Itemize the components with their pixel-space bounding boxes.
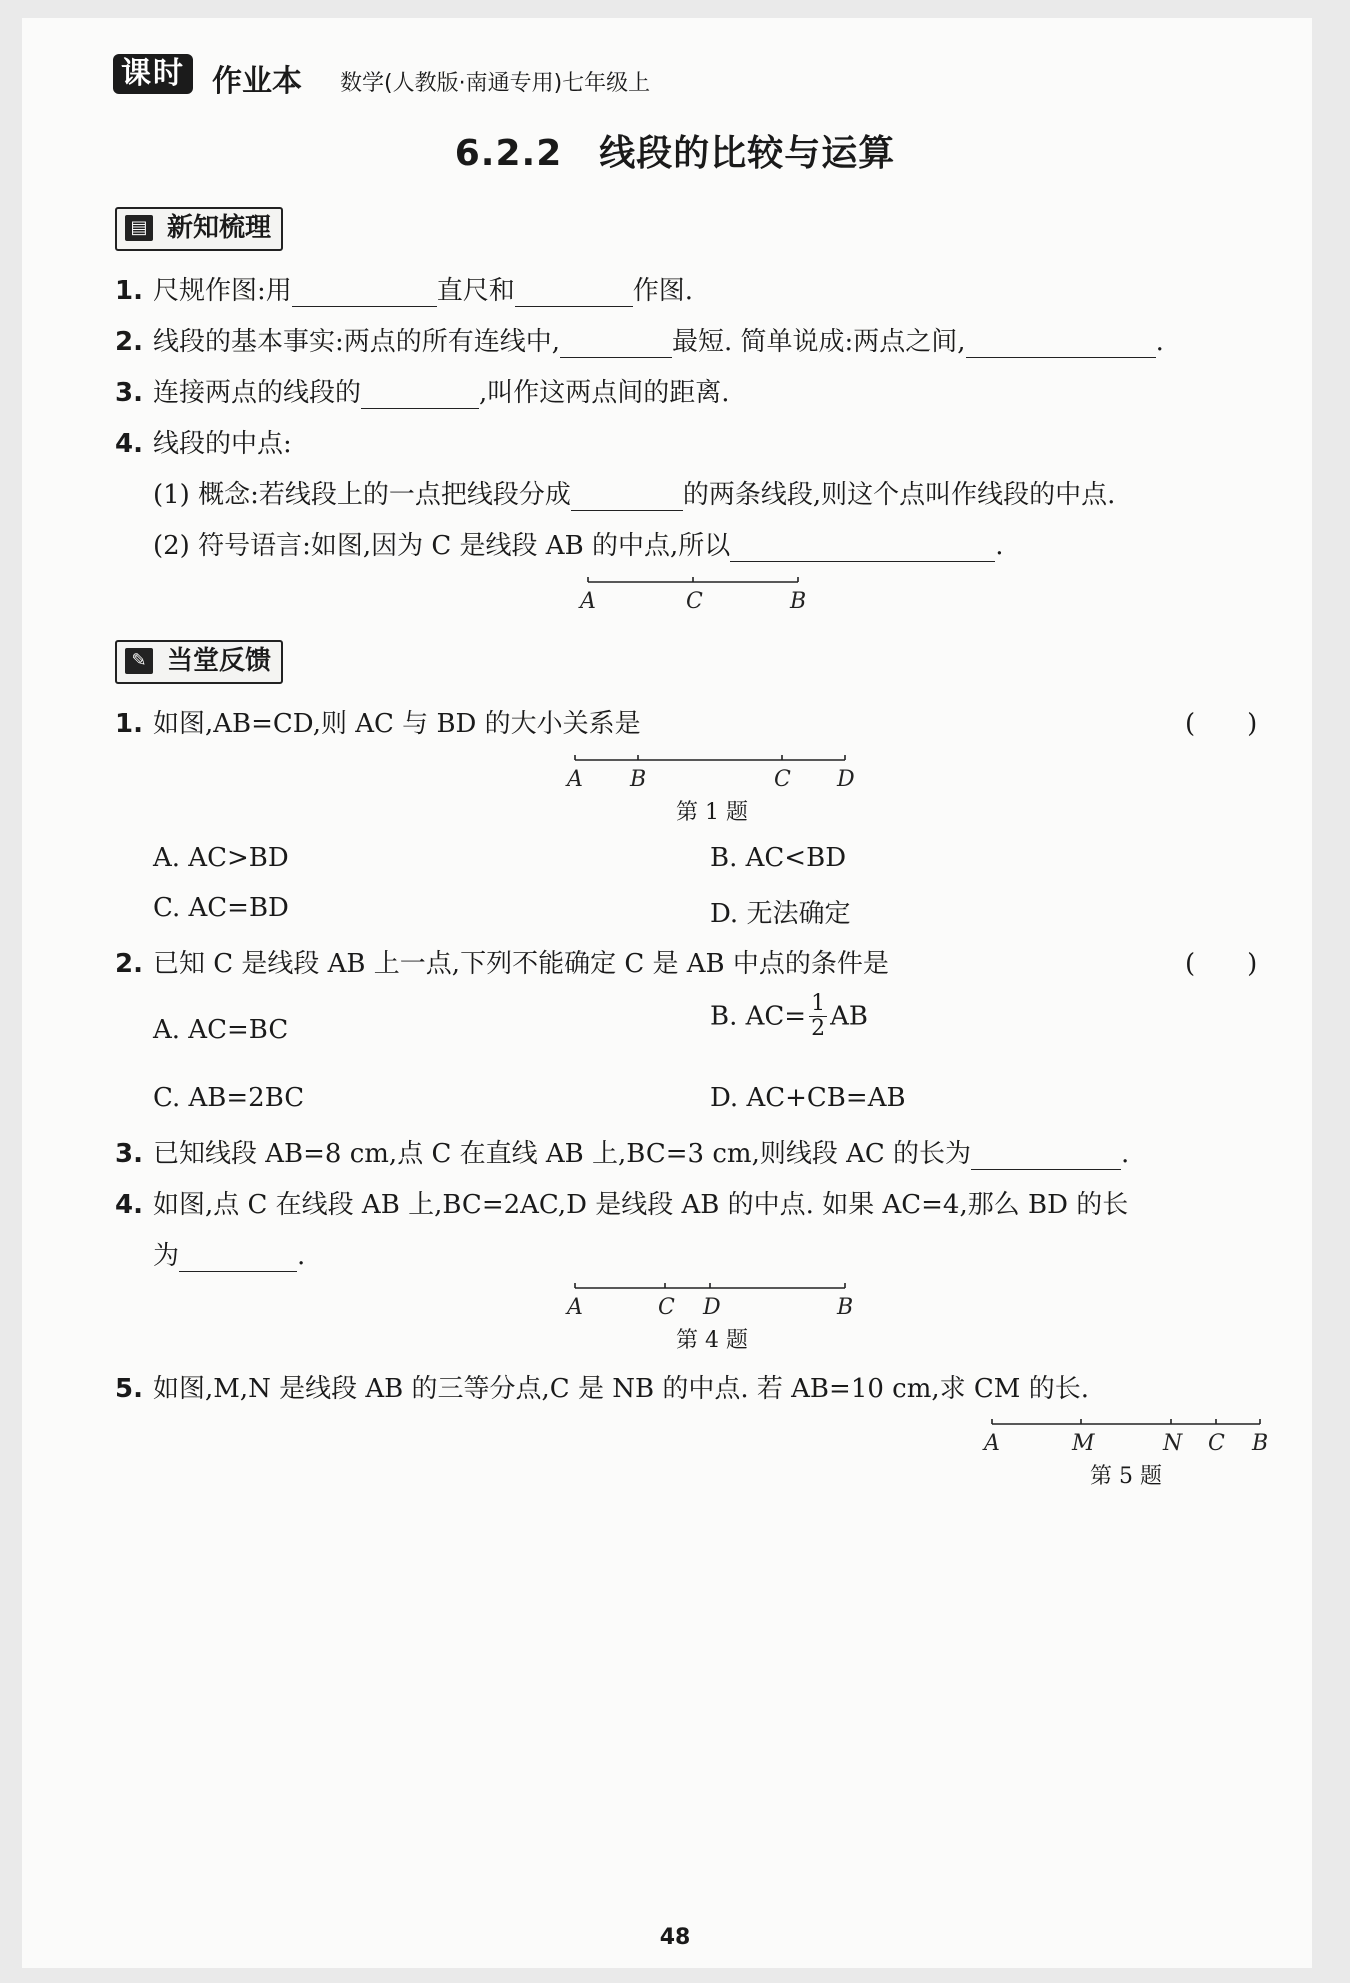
- point-label: A: [567, 1295, 583, 1320]
- question-3: [115, 1133, 1129, 1170]
- item-text: 线段的中点:: [152, 429, 292, 459]
- item-text: 的两条线段,则这个点叫作线段的中点.: [682, 480, 1116, 510]
- item-text: 连接两点的线段的: [152, 378, 361, 408]
- point-label: D: [837, 767, 855, 792]
- answer-blank[interactable]: [966, 331, 1156, 358]
- question-2: [115, 943, 889, 980]
- answer-blank[interactable]: [515, 280, 633, 307]
- option-d[interactable]: D. AC+CB=AB: [710, 1083, 906, 1113]
- figure-caption: 第 5 题: [1090, 1464, 1162, 1489]
- knowledge-item-4: [115, 423, 292, 460]
- point-label: B: [837, 1295, 854, 1320]
- point-label: B: [790, 589, 807, 614]
- answer-blank[interactable]: [730, 535, 995, 562]
- option-d[interactable]: D. 无法确定: [710, 899, 851, 929]
- point-label: A: [984, 1431, 1000, 1456]
- option-b[interactable]: B. AC<BD: [710, 843, 847, 873]
- point-label: B: [1252, 1431, 1269, 1456]
- question-number: 2.: [115, 949, 143, 979]
- fraction-numerator: 1: [811, 991, 826, 1016]
- question-5: [115, 1368, 1089, 1405]
- question-text: 已知线段 AB=8 cm,点 C 在直线 AB 上,BC=3 cm,则线段 AC 的长为: [152, 1139, 972, 1169]
- item-text: (2) 符号语言:如图,因为 C 是线段 AB 的中点,所以: [153, 531, 731, 561]
- section-header-feedback: [115, 640, 283, 684]
- knowledge-item-1: [115, 270, 693, 307]
- option-b[interactable]: [710, 992, 868, 1041]
- point-label: A: [580, 589, 596, 614]
- knowledge-item-3: [115, 372, 730, 409]
- question-text: 如图,M,N 是线段 AB 的三等分点,C 是 NB 的中点. 若 AB=10 cm,求 CM 的长.: [152, 1374, 1089, 1404]
- fraction-denominator: 2: [811, 1016, 826, 1041]
- question-4: [115, 1184, 1128, 1221]
- option-a[interactable]: A. AC=BC: [153, 1015, 289, 1045]
- book-name: 作业本: [212, 64, 302, 99]
- knowledge-item-4-2: [153, 525, 1003, 562]
- point-label: N: [1163, 1431, 1183, 1456]
- item-text: (1) 概念:若线段上的一点把线段分成: [153, 480, 571, 510]
- figure-q4: [560, 1276, 860, 1326]
- item-text: 最短. 简单说成:两点之间,: [672, 327, 966, 357]
- question-text: 如图,AB=CD,则 AC 与 BD 的大小关系是: [152, 709, 641, 739]
- answer-blank[interactable]: [292, 280, 437, 307]
- question-number: 3.: [115, 1139, 143, 1169]
- point-label: M: [1072, 1431, 1095, 1456]
- answer-blank[interactable]: [361, 382, 479, 409]
- item-number: 4.: [115, 429, 143, 459]
- figure-q5: [980, 1412, 1270, 1462]
- fraction: [809, 992, 827, 1041]
- item-text: 尺规作图:用: [152, 276, 292, 306]
- answer-parentheses[interactable]: ( ): [1185, 949, 1258, 979]
- pencil-icon: ✎: [125, 648, 153, 674]
- option-text: AB: [830, 1001, 868, 1032]
- item-text: .: [1155, 327, 1164, 357]
- answer-blank[interactable]: [571, 484, 683, 511]
- answer-blank[interactable]: [971, 1143, 1121, 1170]
- item-text: 作图.: [632, 276, 694, 306]
- knowledge-item-2: [115, 321, 1164, 358]
- book-logo: 课时: [113, 54, 193, 94]
- question-text: 已知 C 是线段 AB 上一点,下列不能确定 C 是 AB 中点的条件是: [152, 949, 889, 979]
- question-text: 为: [153, 1241, 180, 1271]
- option-text: B. AC=: [710, 1001, 807, 1032]
- answer-blank[interactable]: [560, 331, 672, 358]
- page-sheet: [22, 18, 1312, 1968]
- point-label: A: [567, 767, 583, 792]
- figure-q1: [560, 748, 860, 798]
- page-number: 48: [659, 1925, 691, 1950]
- point-label: C: [774, 767, 791, 792]
- question-text: .: [297, 1241, 306, 1271]
- section-label: 当堂反馈: [167, 646, 272, 676]
- question-text: 如图,点 C 在线段 AB 上,BC=2AC,D 是线段 AB 的中点. 如果 AC=4,那么 BD 的长: [152, 1190, 1129, 1220]
- point-label: D: [703, 1295, 721, 1320]
- figure-caption: 第 4 题: [676, 1328, 748, 1353]
- knowledge-item-4-1: [153, 474, 1115, 511]
- answer-parentheses[interactable]: ( ): [1185, 709, 1258, 739]
- question-number: 5.: [115, 1374, 143, 1404]
- figure-midpoint: [570, 570, 810, 620]
- section-label: 新知梳理: [167, 213, 272, 243]
- question-4-cont: [153, 1235, 305, 1272]
- item-text: 线段的基本事实:两点的所有连线中,: [152, 327, 560, 357]
- point-label: C: [658, 1295, 675, 1320]
- item-number: 3.: [115, 378, 143, 408]
- section-header-new-knowledge: [115, 207, 283, 251]
- option-c[interactable]: C. AC=BD: [153, 893, 289, 923]
- item-number: 1.: [115, 276, 143, 306]
- point-label: B: [630, 767, 647, 792]
- question-text: .: [1121, 1139, 1130, 1169]
- question-number: 4.: [115, 1190, 143, 1220]
- item-number: 2.: [115, 327, 143, 357]
- item-text: 直尺和: [436, 276, 515, 306]
- figure-caption: 第 1 题: [676, 800, 748, 825]
- book-icon: ▤: [125, 215, 153, 241]
- item-text: .: [995, 531, 1004, 561]
- book-subtitle: 数学(人教版·南通专用)七年级上: [340, 71, 651, 96]
- option-a[interactable]: A. AC>BD: [153, 843, 289, 873]
- question-number: 1.: [115, 709, 143, 739]
- lesson-title: 6.2.2 线段的比较与运算: [454, 133, 896, 174]
- answer-blank[interactable]: [179, 1245, 297, 1272]
- option-c[interactable]: C. AB=2BC: [153, 1083, 305, 1113]
- point-label: C: [686, 589, 703, 614]
- point-label: C: [1208, 1431, 1225, 1456]
- question-1: [115, 703, 641, 740]
- item-text: ,叫作这两点间的距离.: [478, 378, 730, 408]
